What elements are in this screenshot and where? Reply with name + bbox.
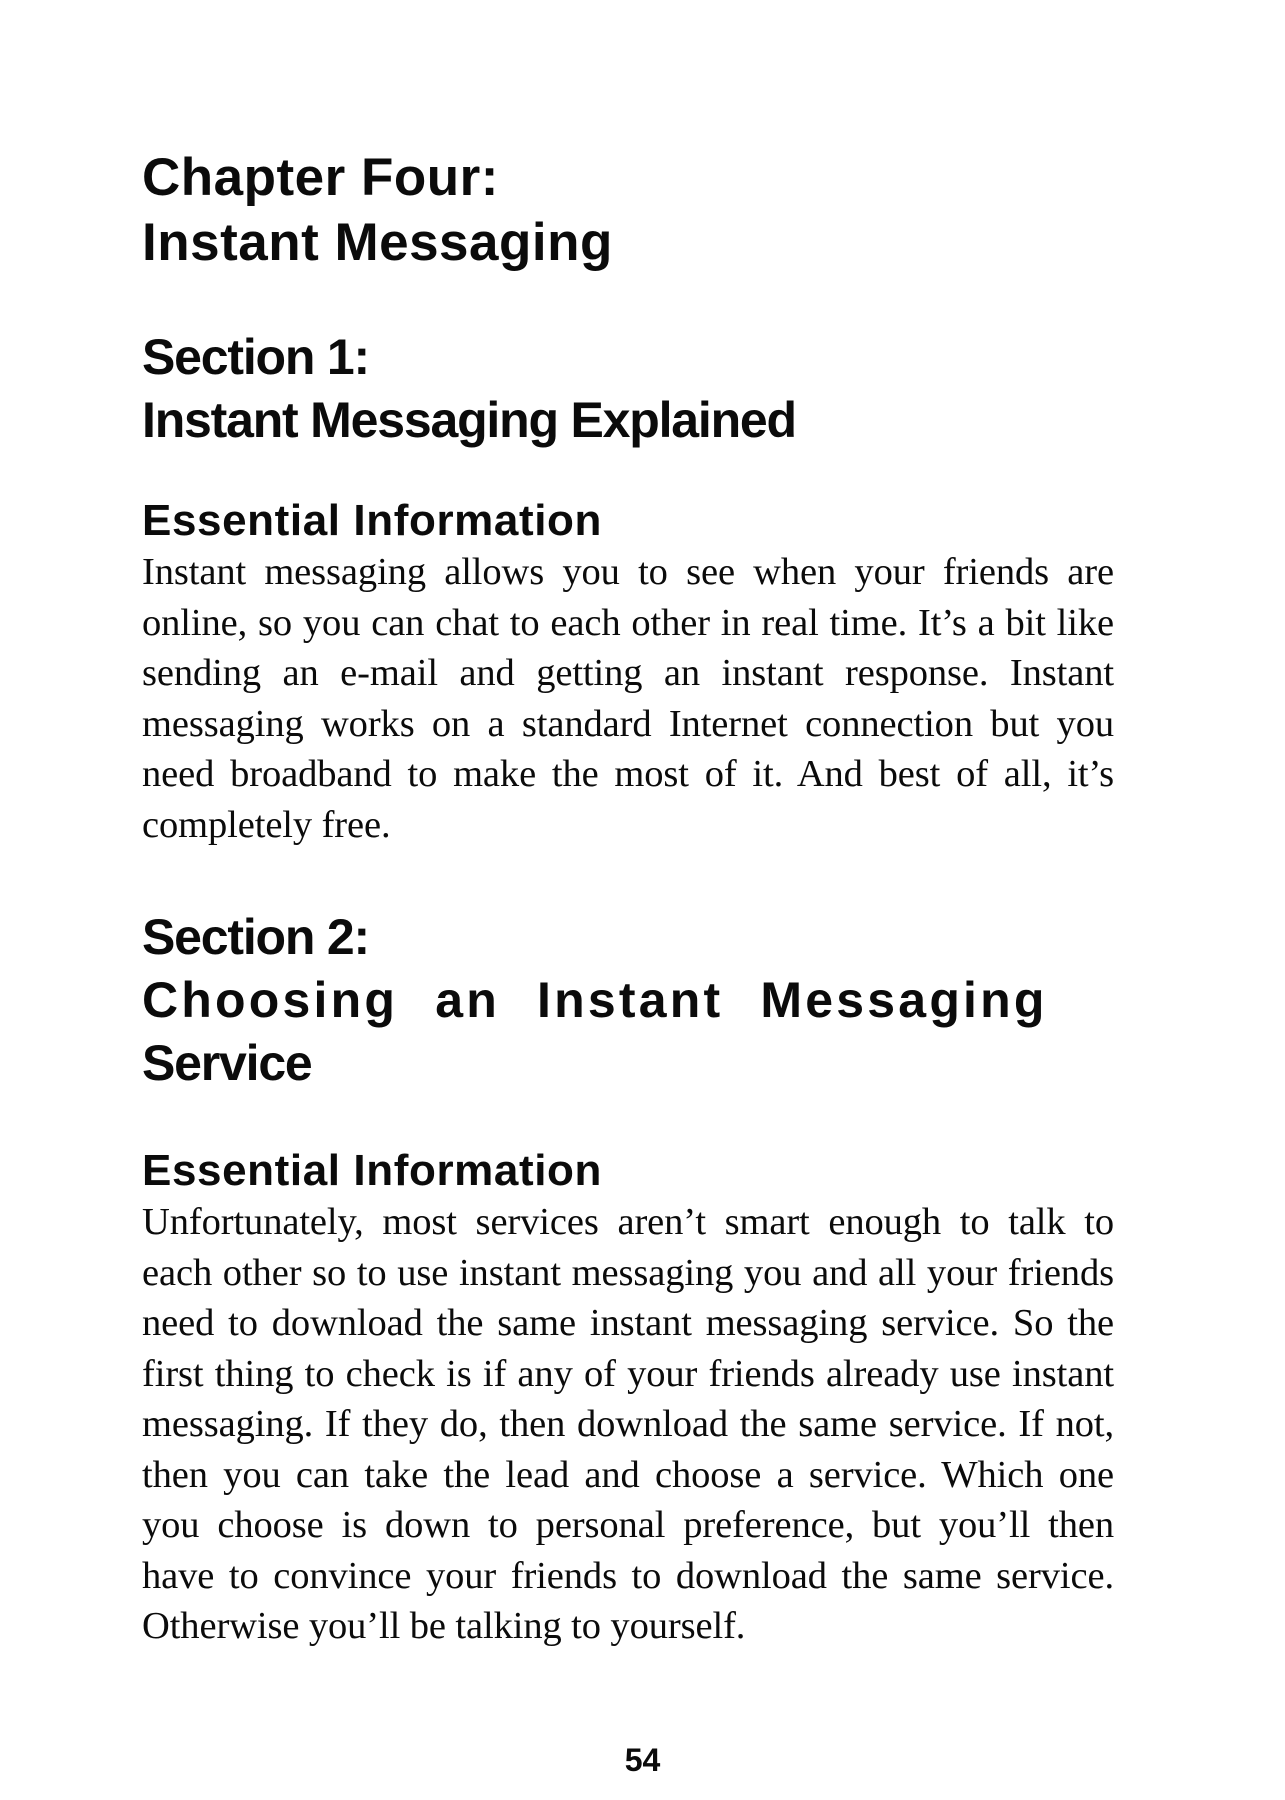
- section-1-subheading: Essential Information: [142, 496, 603, 545]
- section-1-heading: [142, 326, 1114, 452]
- section-1-heading-line1: Section 1:: [142, 329, 369, 385]
- chapter-title-line2: Instant Messaging: [142, 213, 613, 272]
- section-2-heading-line1: Section 2:: [142, 909, 369, 965]
- section-1-paragraph: Instant messaging allows you to see when your friends are online, so you can chat to each other in real time. It’s a bit like sending an e-mail and getting an instant response. Instant messaging works on a standard Internet connection but you need broadband to make the most of it. And best of all, it’s completely free.: [142, 551, 1114, 846]
- chapter-title-line1: Chapter Four:: [142, 148, 499, 207]
- section-2-subheading: Essential Information: [142, 1146, 603, 1195]
- section-1-heading-line2: Instant Messaging Explained: [142, 392, 796, 448]
- section-2-heading: [142, 906, 1114, 1095]
- section-2-paragraph: Unfortunately, most services aren’t smart enough to talk to each other so to use instant messaging you and all your friends need to download the same instant messaging service. So the first thing to check is if any of your friends already use instant messaging. If they do, then download the same service. If not, then you can take the lead and choose a service. Which one you choose is down to personal preference, but you’ll then have to convince your friends to download the same service. Otherwise you’ll be talking to yourself.: [142, 1201, 1114, 1647]
- section-2-heading-line2: Choosing an Instant Messaging: [142, 972, 1048, 1028]
- page-number: 54: [624, 1742, 661, 1778]
- chapter-title: [142, 145, 1114, 275]
- section-2-heading-line3: Service: [142, 1035, 312, 1091]
- page-content: [142, 145, 1114, 1652]
